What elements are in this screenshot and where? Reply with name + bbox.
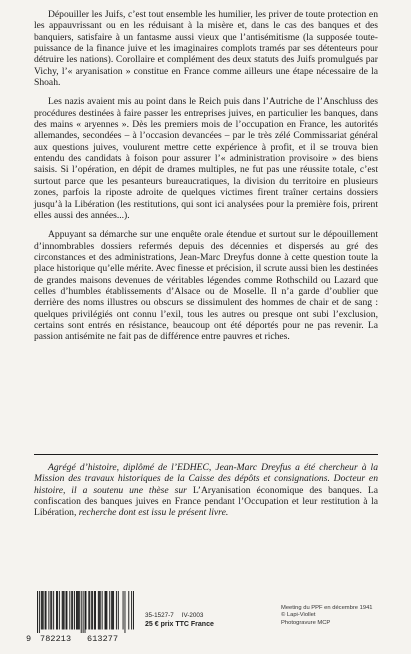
barcode-bar (53, 591, 54, 630)
barcode-bar (99, 591, 100, 630)
barcode-bar (106, 591, 107, 630)
barcode-bar (72, 591, 73, 630)
barcode-bar (88, 591, 89, 630)
barcode-bar (74, 591, 75, 630)
barcode-bar (51, 591, 52, 630)
barcode-bar (37, 591, 38, 633)
bio-roman: L’Aryanisation économique des banques. La confiscation des banques juives en France pendant l’Occupation et leur restitution à la Libération, (34, 484, 378, 519)
credit-photo: © Lapi-Viollet (281, 612, 316, 619)
barcode-bar (116, 591, 117, 630)
barcode-bar (118, 591, 119, 630)
barcode-bar (64, 591, 65, 630)
barcode-bar (50, 591, 51, 630)
barcode-bar (46, 591, 47, 630)
barcode-bar (98, 591, 99, 630)
publisher-codes (145, 611, 214, 629)
barcode-bar (109, 591, 110, 630)
back-cover-text (34, 9, 378, 351)
barcode-bar (92, 591, 93, 630)
barcode-bar (39, 591, 40, 633)
bio-italic-1: Agrégé d’histoire, diplômé de l’EDHEC, Jean-Marc Dreyfus a été chercheur à la Mission des travaux historiques de la Caisse des dépôts et consignations. Docteur en histoire, il a soutenu une thèse sur (34, 462, 378, 496)
paragraph-nazis: Les nazis avaient mis au point dans le Reich puis dans l’Autriche de l’Anschluss des procédures destinées à faire passer les entreprises juives, en particulier les banques, dans des mains « aryennes ». Dès les premiers mois de l’occupation en France, les autorités allemandes, secondées – à l’occasion devancées – par le très zélé Commissariat général aux questions juives, voulurent mettre cette expérience à profit, et il se trouva bien entendu des candidats à foison pour assurer l’« administration provisoire » des biens saisis. Si l’opération, en dépit de drames multiples, ne fut pas une réussite totale, c’est surtout parce que les pesanteurs bureaucratiques, la division du territoire en plusieurs zones, parfois la riposte adroite de quelques victimes firent traîner certains dossiers jusqu’à la Libération (les restitutions, qui sont ici analysées pour la première fois, prirent elles aussi des années...). (34, 96, 378, 221)
edition-code: IV-2003 (181, 612, 204, 619)
barcode-digits-left: 782213 (40, 634, 72, 644)
separator-rule (34, 454, 378, 455)
barcode-bar (105, 591, 106, 630)
barcode-bar (100, 591, 101, 630)
barcode-bar (42, 591, 43, 630)
photo-credits (281, 605, 373, 627)
barcode-bar (86, 591, 87, 630)
barcode-bar (105, 591, 106, 630)
paragraph-intro: Dépouiller les Juifs, c’est tout ensemble les humilier, les priver de toute protection en les appauvrissant ou en les réduisant à la misère et, dans le cas des banques et des banquiers, satisfaire à un fantasme aussi vieux que l’antisémitisme (la supposée toute-puissance de la finance juive et les imaginaires complots tramés par ses détenteurs pour détruire les nations). Corollaire et complément des deux statuts des Juifs promulgués par Vichy, l’« aryanisation » constitue en France comme ailleurs une étape nécessaire de la Shoah. (34, 9, 378, 89)
barcode-digit-lead: 9 (26, 634, 32, 644)
barcode-bar (69, 591, 70, 630)
barcode-bar (113, 591, 114, 630)
barcode-bar (94, 591, 95, 630)
barcode-bar (41, 591, 42, 630)
barcode-bar (112, 591, 113, 630)
price-label: 25 € prix TTC France (145, 621, 214, 628)
barcode-bar (77, 591, 78, 630)
barcode-bar (95, 591, 96, 630)
author-bio (34, 462, 378, 519)
credit-caption: Meeting du PPF en décembre 1941 (281, 605, 373, 611)
barcode-bar (102, 591, 103, 630)
barcode-bar (123, 591, 124, 630)
barcode-bar (128, 591, 129, 630)
barcode-bar (66, 591, 67, 630)
paragraph-method: Appuyant sa démarche sur une enquête orale étendue et surtout sur le dépouillement d’innombrables dossiers refermés depuis des décennies et dispersés au gré des circonstances et des administrations, Jean-Marc Dreyfus donne à cette question toute la place historique qu’elle mérite. Avec finesse et précision, il scrute aussi bien les destinées de grandes maisons devenues de véritables légendes comme Rothschild ou Lazard que celles d’humbles établissements d’Alsace ou de Moselle. Il n’a garde d’oublier que derrière des noms illustres ou obscurs se dissimulent des hommes de chair et de sang : quelques privilégiés ont connu l’exil, tous les autres ou presque ont subi l’exclusion, certains sont entrés en résistance, beaucoup ont été déportés pour ne pas revenir. La passion antisémite ne fait pas de différence entre pauvres et riches. (34, 229, 378, 343)
barcode-bar (78, 591, 79, 630)
barcode-bar (43, 591, 44, 630)
credit-photogravure: Photogravure MCP (281, 619, 331, 626)
barcode-bar (133, 591, 134, 630)
barcode-bar (66, 591, 67, 630)
barcode-bar (89, 591, 90, 630)
bio-italic-2: recherche dont est issu le présent livre. (76, 507, 229, 519)
author-bio-paragraph (34, 462, 378, 519)
barcode-bar (62, 591, 63, 630)
barcode-bar (56, 591, 57, 630)
barcode-bar (48, 591, 49, 630)
barcode-digits-right: 613277 (87, 634, 119, 644)
barcode-bar (79, 591, 80, 630)
barcode-bar (83, 591, 84, 633)
product-code: 35-1527-7 (145, 612, 174, 619)
barcode-bar (85, 591, 86, 633)
barcode-bars (37, 591, 134, 633)
barcode-bar (124, 591, 125, 633)
barcode-bar (76, 591, 77, 630)
barcode-bar (111, 591, 112, 630)
barcode-bar (59, 591, 60, 630)
barcode-bar (57, 591, 58, 630)
barcode-bar (131, 591, 132, 630)
barcode-bar (81, 591, 82, 633)
isbn-barcode (26, 589, 138, 647)
barcode-bar (63, 591, 64, 630)
barcode-bar (71, 591, 72, 630)
barcode-bar (91, 591, 92, 630)
barcode-bar (45, 591, 46, 630)
